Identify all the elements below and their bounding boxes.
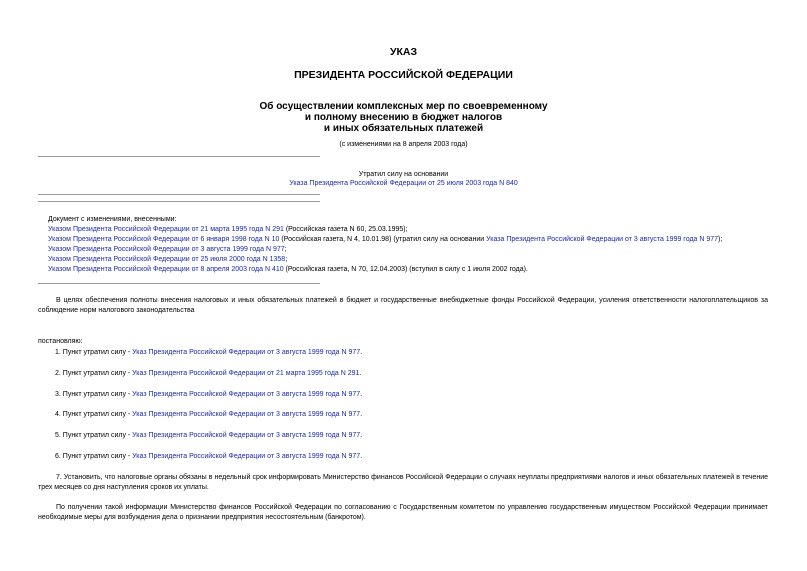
lost-force-text: Утратил силу на основании xyxy=(358,171,449,178)
point-prefix: 2. Пункт утратил силу - xyxy=(55,370,133,377)
change-item-note: (Российская газета, N 70, 12.04.2003) (вступил в силу с 1 июля 2002 года). xyxy=(283,266,528,273)
doc-subject xyxy=(0,101,807,134)
preamble-paragraph: В целях обеспечения полноты внесения налоговых и иных обязательных платежей в бюджет и государственные внебюджетные фонды Российской Федерации, усиления ответственности налогоплательщиков за соблюдение норм налогового законодательства xyxy=(38,297,768,314)
change-item-note: (Российская газета, N 4, 10.01.98) (утратил силу на основании xyxy=(279,236,487,243)
point-item xyxy=(55,369,361,379)
point-decree-link[interactable]: Указ Президента Российской Федерации от 3 августа 1999 года N 977 xyxy=(132,391,361,398)
point-decree-link[interactable]: Указ Президента Российской Федерации от 21 марта 1995 года N 291 xyxy=(132,370,360,377)
point-decree-link[interactable]: Указ Президента Российской Федерации от 3 августа 1999 года N 977 xyxy=(132,432,361,439)
doc-type-title: УКАЗ xyxy=(389,46,418,58)
repealing-decree-link[interactable]: Указа Президента Российской Федерации от 3 августа 1999 года N 977 xyxy=(486,236,719,243)
point-suffix: . xyxy=(360,349,363,356)
point-item xyxy=(55,348,362,358)
change-item-note: ; xyxy=(284,246,287,253)
point-suffix: . xyxy=(360,411,363,418)
change-item xyxy=(48,265,528,275)
point-prefix: 1. Пункт утратил силу - xyxy=(55,349,133,356)
changes-heading: Документ с изменениями, внесенными: xyxy=(48,216,177,223)
lost-force-link[interactable]: Указа Президента Российской Федерации от 25 июля 2003 года N 840 xyxy=(289,180,518,187)
subject-line: и иных обязательных платежей xyxy=(323,123,484,134)
point-decree-link[interactable]: Указ Президента Российской Федерации от 3 августа 1999 года N 977 xyxy=(132,411,361,418)
point-prefix: 6. Пункт утратил силу - xyxy=(55,453,133,460)
change-item xyxy=(48,255,287,265)
point-prefix: 5. Пункт утратил силу - xyxy=(55,432,133,439)
point-decree-link[interactable]: Указ Президента Российской Федерации от 3 августа 1999 года N 977 xyxy=(132,453,361,460)
point-item xyxy=(55,431,362,441)
separator-rule xyxy=(38,201,320,202)
amending-decree-link[interactable]: Указом Президента Российской Федерации от 3 августа 1999 года N 977 xyxy=(48,246,285,253)
lost-force-link-line xyxy=(0,179,807,189)
change-item xyxy=(48,245,287,255)
change-item xyxy=(48,235,722,245)
separator-rule xyxy=(38,194,320,195)
change-item-note: (Российская газета N 60, 25.03.1995); xyxy=(283,226,408,233)
change-item xyxy=(48,225,408,235)
point-suffix: . xyxy=(360,432,363,439)
separator-rule xyxy=(38,283,320,284)
amending-decree-link[interactable]: Указом Президента Российской Федерации от 8 апреля 2003 года N 410 xyxy=(48,266,284,273)
point-item xyxy=(55,452,362,462)
issuer-title: ПРЕЗИДЕНТА РОССИЙСКОЙ ФЕДЕРАЦИИ xyxy=(294,69,513,81)
change-item-note: ; xyxy=(285,256,288,263)
point-suffix: . xyxy=(360,391,363,398)
subject-line: Об осуществлении комплексных мер по своевременному xyxy=(259,101,548,112)
amending-decree-link[interactable]: Указом Президента Российской Федерации от 6 января 1998 года N 10 xyxy=(48,236,280,243)
point-decree-link[interactable]: Указ Президента Российской Федерации от 3 августа 1999 года N 977 xyxy=(132,349,361,356)
point-suffix: . xyxy=(359,370,362,377)
separator-rule xyxy=(38,156,320,157)
change-item-note: ); xyxy=(718,236,723,243)
point-item xyxy=(55,410,362,420)
decree-word: постановляю: xyxy=(38,338,83,345)
point-prefix: 3. Пункт утратил силу - xyxy=(55,391,133,398)
subject-line: и полному внесению в бюджет налогов xyxy=(304,112,503,123)
point-prefix: 4. Пункт утратил силу - xyxy=(55,411,133,418)
point-7-paragraph: 7. Установить, что налоговые органы обязаны в недельный срок информировать Министерство финансов Российской Федерации о случаях неуплаты предприятиями налогов и иных обязательных платежей в течение трех месяцев со дня наступления сроков их уплаты. xyxy=(38,474,768,491)
amending-decree-link[interactable]: Указом Президента Российской Федерации от 25 июля 2000 года N 1358 xyxy=(48,256,286,263)
point-suffix: . xyxy=(360,453,363,460)
amended-note: (с изменениями на 8 апреля 2003 года) xyxy=(339,141,468,148)
amending-decree-link[interactable]: Указом Президента Российской Федерации от 21 марта 1995 года N 291 xyxy=(48,226,284,233)
final-paragraph: По получении такой информации Министерство финансов Российской Федерации по согласованию с Государственным комитетом по управлению государственным имуществом Российской Федерации принимает необходимые меры для возбуждения дела о признании предприятия несостоятельным (банкротом). xyxy=(38,504,768,521)
point-item xyxy=(55,390,362,400)
